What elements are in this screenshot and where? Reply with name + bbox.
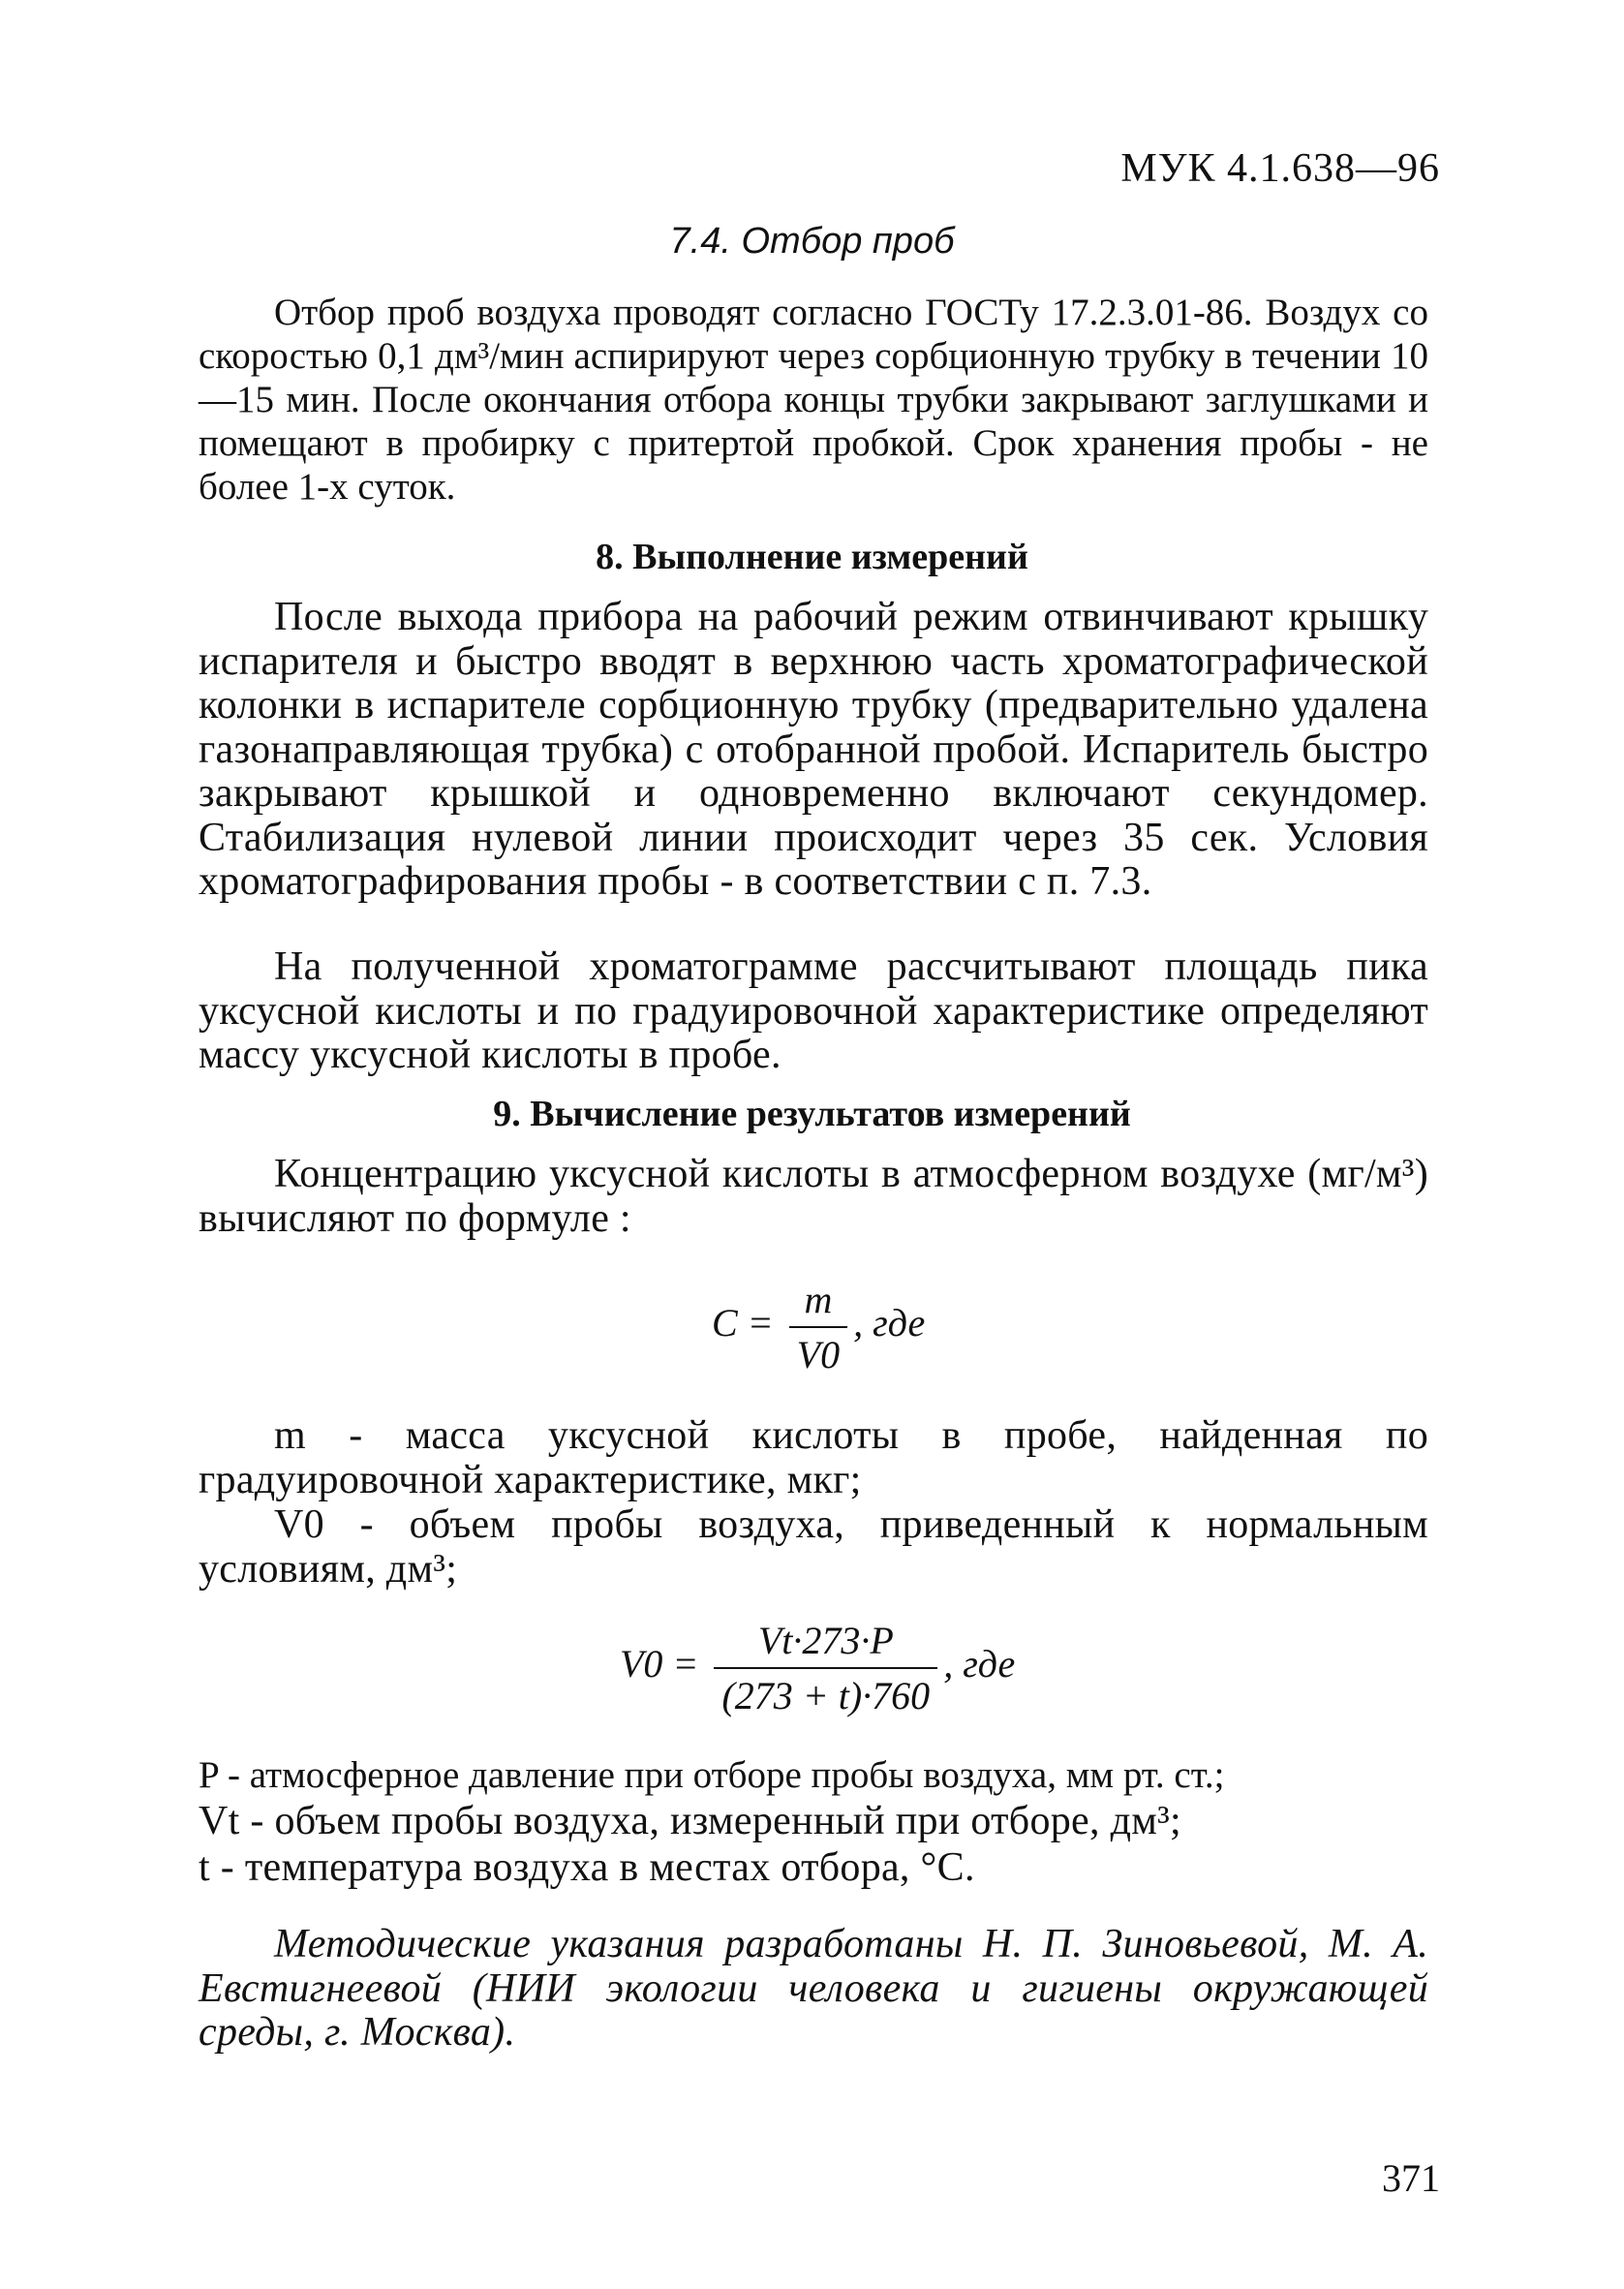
definition-v0: V0 - объем пробы воздуха, приведенный к нормальным условиям, дм³; (199, 1502, 1428, 1592)
document-code: МУК 4.1.638—96 (1120, 146, 1440, 191)
formula-lhs: V0 = (620, 1642, 699, 1686)
formula-denominator: (273 + t)·760 (714, 1667, 937, 1718)
formula-suffix: , где (943, 1642, 1016, 1686)
formula-fraction (714, 1618, 937, 1718)
section-9-title: 9. Вычисление результатов измерений (493, 1094, 1131, 1134)
section-7-4-title: 7.4. Отбор проб (669, 221, 955, 262)
formula-fraction (789, 1277, 847, 1377)
section-8-title: 8. Выполнение измерений (596, 537, 1028, 577)
definition-vt: Vt - объем пробы воздуха, измеренный при отборе, дм³; (199, 1799, 1181, 1843)
definition-p: P - атмосферное давление при отборе пробы воздуха, мм рт. ст.; (199, 1754, 1225, 1796)
formula-numerator: Vt·273·P (757, 1619, 894, 1662)
formula-volume (620, 1618, 1015, 1718)
authors-note: Методические указания разработаны Н. П. Зиновьевой, М. А. Евстигнеевой (НИИ экологии человека и гигиены окружающей среды, г. Москва). (199, 1922, 1428, 2055)
page-number: 371 (1382, 2156, 1440, 2200)
formula-denominator: V0 (789, 1326, 847, 1377)
formula-concentration (712, 1277, 925, 1377)
formula-numerator: m (804, 1278, 833, 1321)
definition-m: m - масса уксусной кислоты в пробе, найденная по градуировочной характеристике, мкг; (199, 1413, 1428, 1502)
section-8-paragraph-1: После выхода прибора на рабочий режим отвинчивают крышку испарителя и быстро вводят в верхнюю часть хроматографической колонки в испарителе сорбционную трубку (предварительно удалена газонаправляющая трубка) с отобранной пробой. Испаритель быстро закрывают крышкой и одновременно включают секундомер. Стабилизация нулевой линии происходит через 35 сек. Условия хроматографирования пробы - в соответствии с п. 7.3. (199, 595, 1428, 904)
section-7-4-paragraph: Отбор проб воздуха проводят согласно ГОСТу 17.2.3.01-86. Воздух со скоростью 0,1 дм³/мин аспирируют через сорбционную трубку в течении 10—15 мин. После окончания отбора концы трубки закрывают заглушками и помещают в пробирку с притертой пробкой. Срок хранения пробы - не более 1-х суток. (199, 292, 1428, 508)
formula-lhs: C = (712, 1301, 774, 1346)
section-9-intro: Концентрацию уксусной кислоты в атмосферном воздухе (мг/м³) вычисляют по формуле : (199, 1152, 1428, 1241)
section-8-paragraph-2: На полученной хроматограмме рассчитывают площадь пика уксусной кислоты и по градуировочной характеристике определяют массу уксусной кислоты в пробе. (199, 944, 1428, 1077)
definition-t: t - температура воздуха в местах отбора, °C. (199, 1845, 975, 1890)
formula-suffix: , где (853, 1301, 926, 1346)
